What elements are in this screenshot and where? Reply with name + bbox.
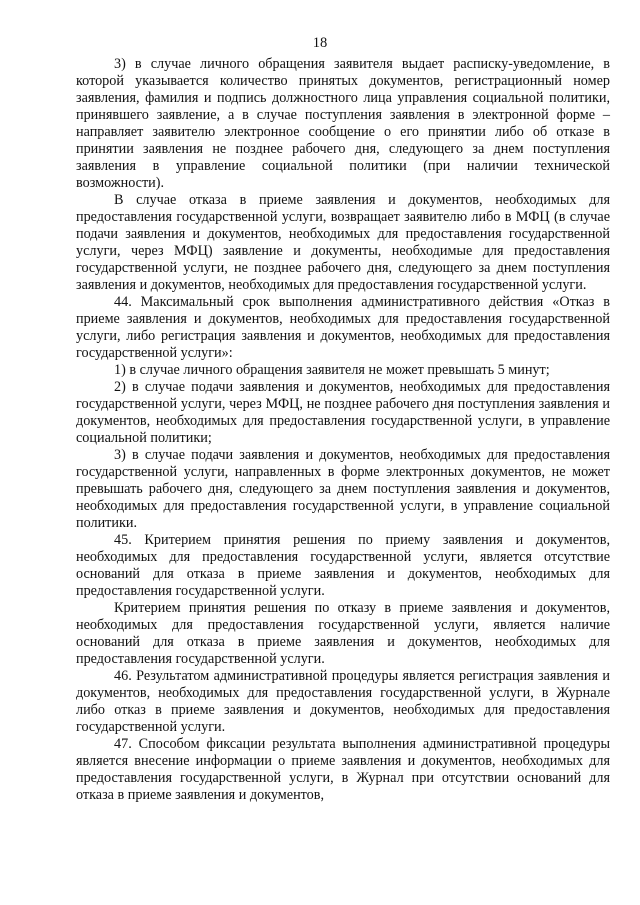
document-body — [76, 56, 610, 804]
paragraph-47: 47. Способом фиксации результата выполнения административной процедуры является внесение информации о приеме заявления и документов, необходимых для предоставления государственной услуги, в Журнал при отсутствии оснований для отказа в приеме заявления и документов, — [76, 736, 610, 803]
paragraph-refusal-return: В случае отказа в приеме заявления и документов, необходимых для предоставления государственной услуги, возвращает заявителю либо в МФЦ (в случае подачи заявления и документов, необходимых для предоставления государственной услуги, через МФЦ) заявление и документы, необходимые для предоставления государственной услуги, не позднее рабочего дня, следующего за днем поступления заявления и документов, необходимых для предоставления государственной услуги. — [76, 192, 610, 293]
paragraph-45-refusal-criterion: Критерием принятия решения по отказу в приеме заявления и документов, необходимых для предоставления государственной услуги, является наличие оснований для отказа в приеме заявления и документов, необходимых для предоставления государственной услуги. — [76, 600, 610, 667]
paragraph-item-3-receipt: 3) в случае личного обращения заявителя выдает расписку-уведомление, в которой указывается количество принятых документов, регистрационный номер заявления, фамилия и подпись должностного лица управления социальной политики, принявшего заявление, а в случае поступления заявления в электронной форме – направляет заявителю электронное сообщение о его принятии либо об отказе в принятии заявления не позднее рабочего дня, следующего за днем поступления заявления в управление социальной политики (при наличии технической возможности). — [76, 56, 610, 191]
paragraph-44-item-2: 2) в случае подачи заявления и документов, необходимых для предоставления государственной услуги, через МФЦ, не позднее рабочего дня поступления заявления и документов, необходимых для предоставления государственной услуги, в управление социальной политики; — [76, 379, 610, 446]
paragraph-44-item-3: 3) в случае подачи заявления и документов, необходимых для предоставления государственной услуги, направленных в форме электронных документов, не может превышать рабочего дня, следующего за днем поступления заявления и документов, необходимых для предоставления государственной услуги, в управление социальной политики. — [76, 447, 610, 531]
page-number: 18 — [312, 35, 328, 51]
paragraph-44-item-1: 1) в случае личного обращения заявителя не может превышать 5 минут; — [114, 362, 550, 378]
paragraph-44: 44. Максимальный срок выполнения административного действия «Отказ в приеме заявления и документов, необходимых для предоставления государственной услуги, либо регистрация заявления и документов, необходимых для предоставления государственной услуги»: — [76, 294, 610, 361]
paragraph-46: 46. Результатом административной процедуры является регистрация заявления и документов, необходимых для предоставления государственной услуги, в Журнале либо отказ в приеме заявления и документов, необходимых для предоставления государственной услуги. — [76, 668, 610, 735]
paragraph-45: 45. Критерием принятия решения по приему заявления и документов, необходимых для предоставления государственной услуги, является отсутствие оснований для отказа в приеме заявления и документов, необходимых для предоставления государственной услуги. — [76, 532, 610, 599]
